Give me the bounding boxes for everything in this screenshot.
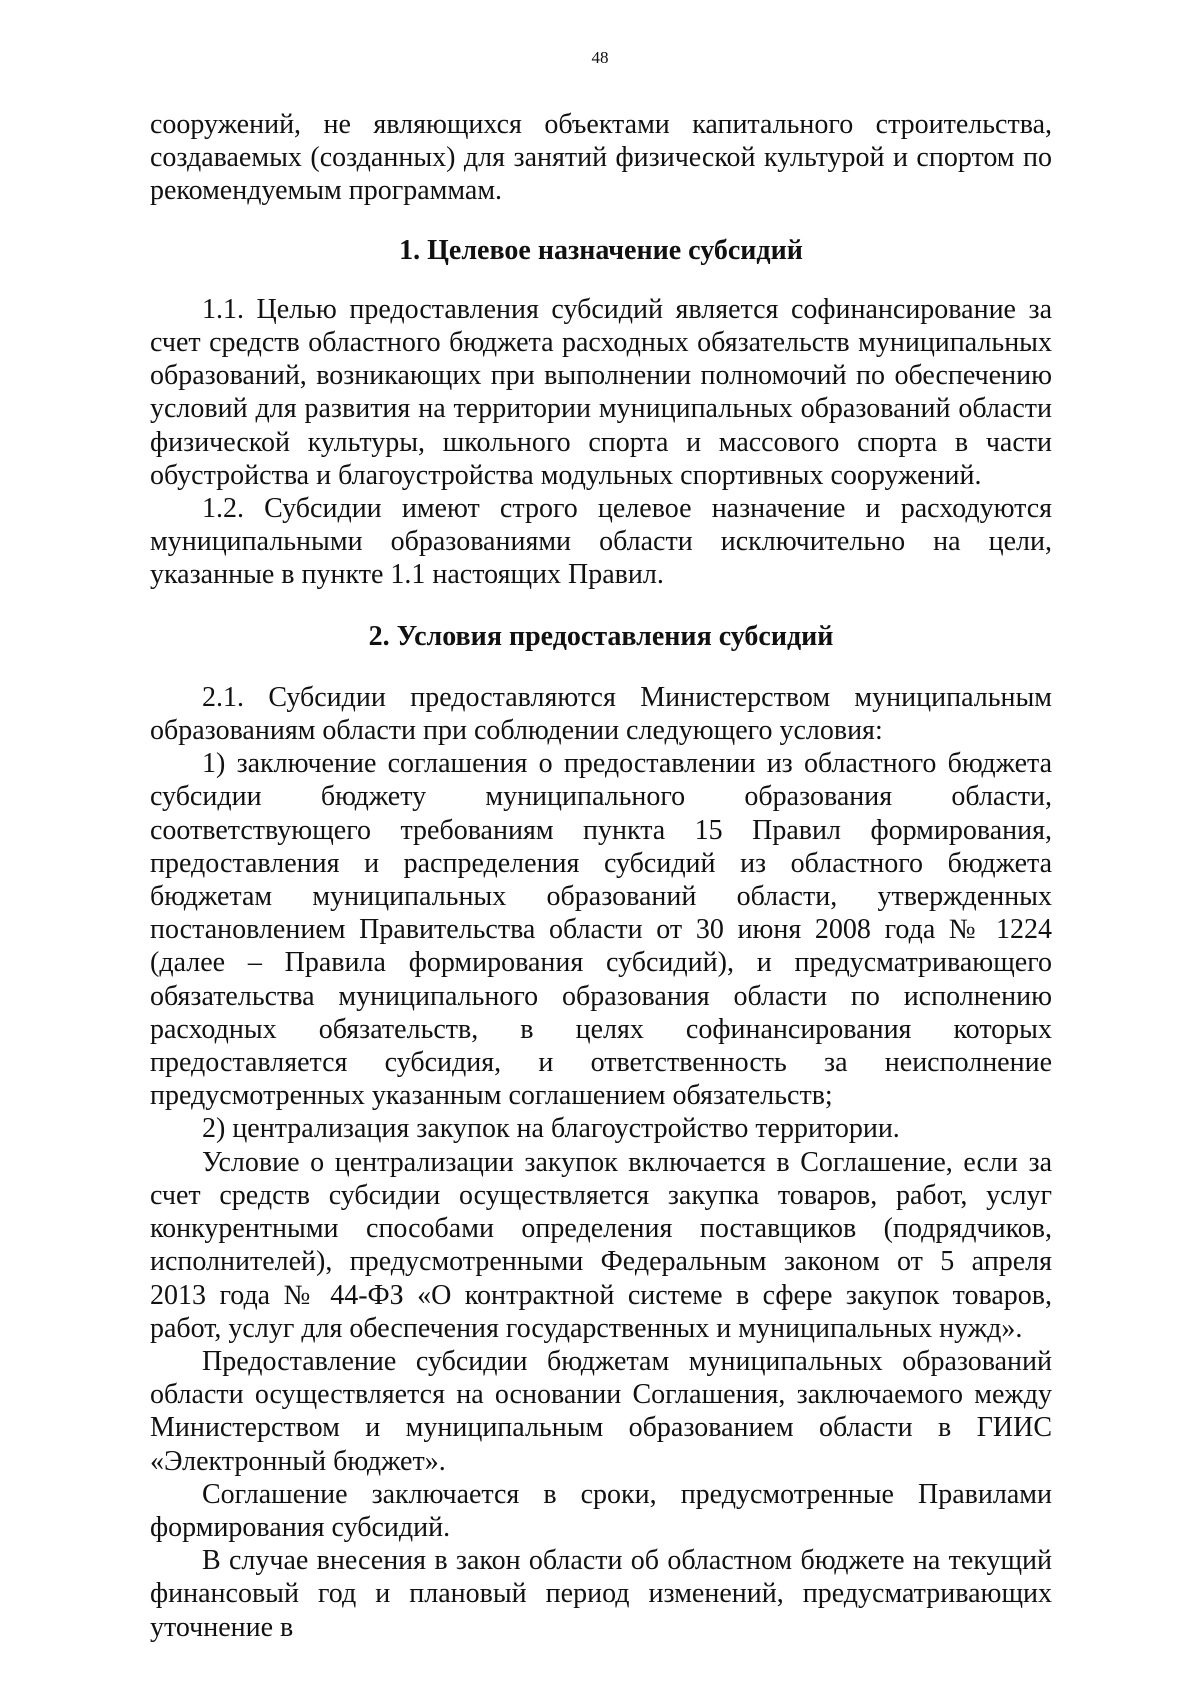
- centralization-paragraph: Условие о централизации закупок включается в Соглашение, если за счет средств субсидии осуществляется закупка товаров, работ, услуг конкурентными способами определения поставщиков (подрядчиков, исполнителей), предусмотренными Федеральным законом от 5 апреля 2013 года № 44-ФЗ «О контрактной системе в сфере закупок товаров, работ, услуг для обеспечения государственных и муниципальных нужд».: [150, 1146, 1052, 1344]
- section-1-heading: 1. Целевое назначение субсидий: [399, 234, 803, 266]
- intro-paragraph: сооружений, не являющихся объектами капитального строительства, создаваемых (созданных) для занятий физической культурой и спортом по рекомендуемым программам.: [150, 109, 1052, 207]
- condition-item-2: 2) централизация закупок на благоустройство территории.: [202, 1113, 900, 1145]
- spacer: [150, 267, 1052, 293]
- terms-paragraph: Соглашение заключается в сроки, предусмотренные Правилами формирования субсидий.: [150, 1478, 1052, 1543]
- condition-item-1: 1) заключение соглашения о предоставлении из областного бюджета субсидии бюджету муниципального образования области, соответствующего требованиям пункта 15 Правил формирования, предоставления и распределения субсидий из областного бюджета бюджетам муниципальных образований области, утвержденных постановлением Правительства области от 30 июня 2008 года № 1224 (далее – Правила формирования субсидий), и предусматривающего обязательства муниципального образования области по исполнению расходных обязательств, в целях софинансирования которых предоставляется субсидия, и ответственность за неисполнение предусмотренных указанным соглашением обязательств;: [150, 748, 1052, 1112]
- agreement-paragraph: Предоставление субсидии бюджетам муниципальных образований области осуществляется на основании Соглашения, заключаемого между Министерством и муниципальным образованием области в ГИИС «Электронный бюджет».: [150, 1345, 1052, 1477]
- changes-paragraph: В случае внесения в закон области об областном бюджете на текущий финансовый год и плановый период изменений, предусматривающих уточнение в: [150, 1545, 1052, 1643]
- spacer: [150, 208, 1052, 234]
- spacer: [150, 653, 1052, 681]
- spacer: [150, 592, 1052, 620]
- section-2-heading: 2. Условия предоставления субсидий: [368, 620, 834, 652]
- document-body: [150, 108, 1052, 1644]
- paragraph-1-1: 1.1. Целью предоставления субсидий является софинансирование за счет средств областного бюджета расходных обязательств муниципальных образований, возникающих при выполнении полномочий по обеспечению условий для развития на территории муниципальных образований области физической культуры, школьного спорта и массового спорта в части обустройства и благоустройства модульных спортивных сооружений.: [150, 293, 1052, 491]
- paragraph-2-1: 2.1. Субсидии предоставляются Министерством муниципальным образованиям области при соблюдении следующего условия:: [150, 681, 1052, 747]
- page-number: 48: [591, 48, 609, 67]
- paragraph-1-2: 1.2. Субсидии имеют строго целевое назначение и расходуются муниципальными образованиями области исключительно на цели, указанные в пункте 1.1 настоящих Правил.: [150, 493, 1052, 591]
